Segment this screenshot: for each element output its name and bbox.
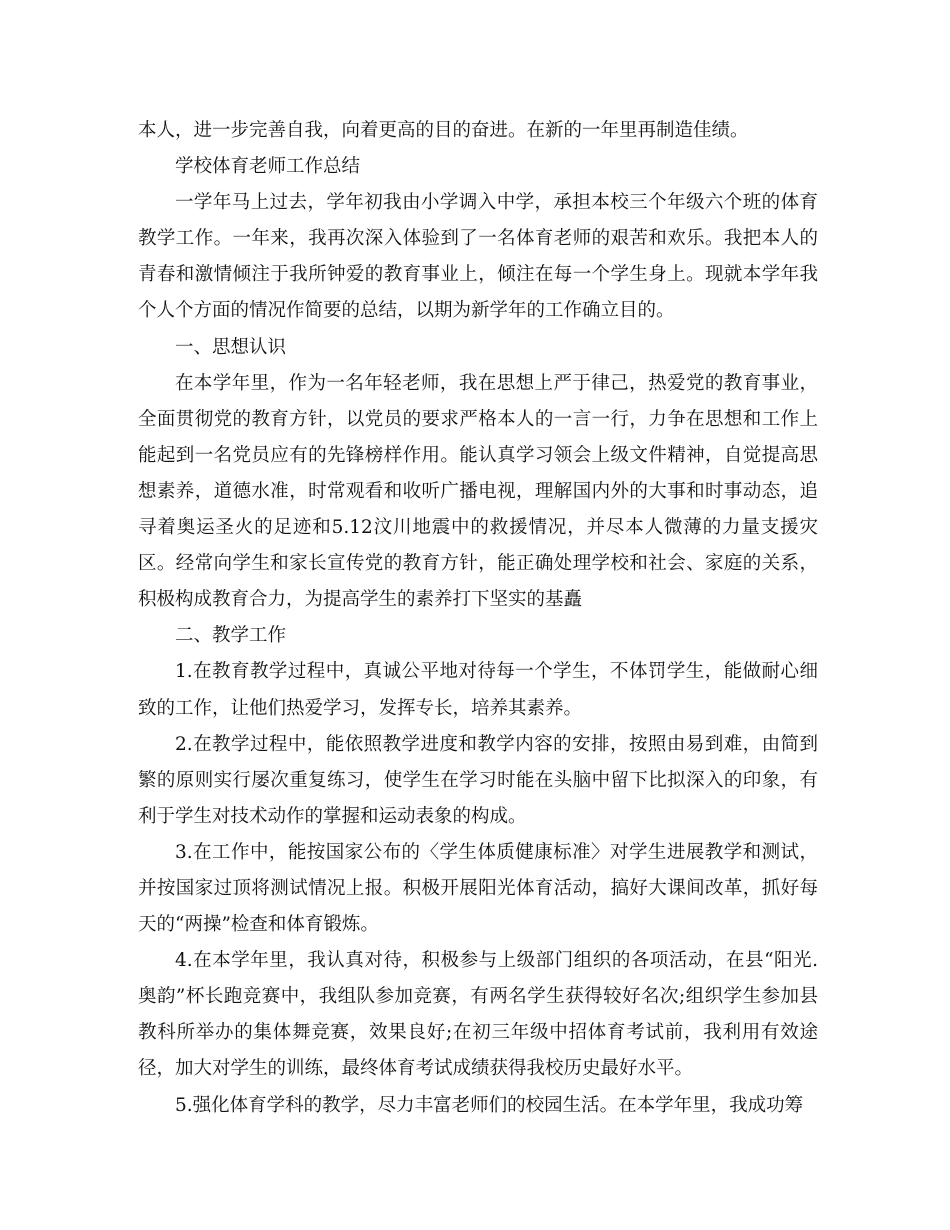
section-title: 学校体育老师工作总结	[175, 156, 361, 178]
paragraph-item-5: 5.强化体育学科的教学，尽力丰富老师们的校园生活。在本学年里，我成功筹	[175, 1094, 804, 1116]
paragraph-continuation: 本人，进一步完善自我，向着更高的目的奋进。在新的一年里再制造佳绩。	[138, 120, 749, 141]
heading-thought: 一、思想认识	[175, 336, 287, 358]
paragraph-intro: 一学年马上过去，学年初我由小学调入中学，承担本校三个年级六个班的体育教学工作。一年来，我再次深入体验到了一名体育老师的艰苦和欢乐。我把本人的青春和激情倾注于我所钟爱的教育事业上，倾注在每一个学生身上。现就本学年我个人个方面的情况作简要的总结，以期为新学年的工作确立目的。	[138, 192, 818, 322]
paragraph-item-4: 4.在本学年里，我认真对待，积极参与上级部门组织的各项活动，在县“阳光.奥韵”杯长跑竞赛中，我组队参加竞赛，有两名学生获得较好名次;组织学生参加县教科所举办的集体舞竞赛，效果良好;在初三年级中招体育考试前，我利用有效途径，加大对学生的训练，最终体育考试成绩获得我校历史最好水平。	[138, 950, 818, 1080]
paragraph-item-2: 2.在教学过程中，能依照教学进度和教学内容的安排，按照由易到难，由简到繁的原则实行屡次重复练习，使学生在学习时能在头脑中留下比拟深入的印象，有利于学生对技术动作的掌握和运动表象的构成。	[138, 733, 818, 827]
paragraph-item-3: 3.在工作中，能按国家公布的〈学生体质健康标准〉对学生进展教学和测试，并按国家过顶将测试情况上报。积极开展阳光体育活动，搞好大课间改革，抓好每天的“两操”检查和体育锻炼。	[138, 841, 818, 936]
heading-teaching: 二、教学工作	[175, 625, 287, 647]
paragraph-item-1: 1.在教育教学过程中，真诚公平地对待每一个学生，不体罚学生，能做耐心细致的工作，让他们热爱学习，发挥专长，培养其素养。	[138, 661, 818, 719]
document-body	[138, 113, 818, 1124]
paragraph-thought: 在本学年里，作为一名年轻老师，我在思想上严于律己，热爱党的教育事业，全面贯彻党的教育方针，以党员的要求严格本人的一言一行，力争在思想和工作上能起到一名党员应有的先锋榜样作用。能认真学习领会上级文件精神，自觉提高思想素养，道德水准，时常观看和收听广播电视，理解国内外的大事和时事动态，追寻着奥运圣火的足迹和5.12汶川地震中的救援情况，并尽本人微薄的力量支援灾区。经常向学生和家长宣传党的教育方针，能正确处理学校和社会、家庭的关系，积极构成教育合力，为提高学生的素养打下坚实的基矗	[138, 372, 818, 611]
